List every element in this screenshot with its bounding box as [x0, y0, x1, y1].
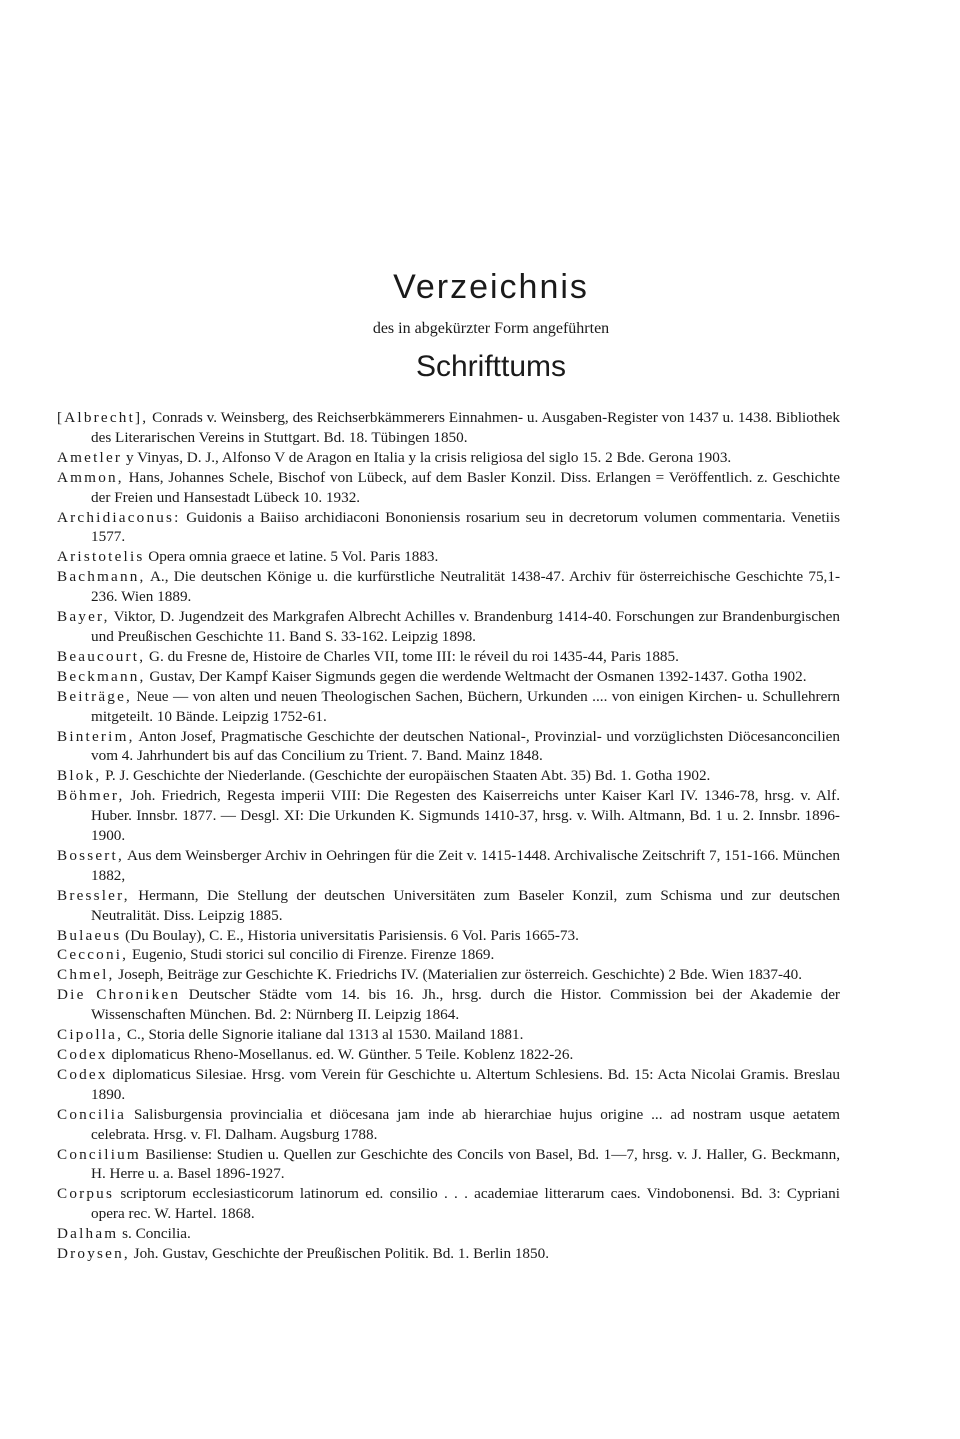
bibliography-entry: [57, 1145, 840, 1185]
entry-text: Eugenio, Studi storici sul concilio di Firenze. Firenze 1869.: [128, 946, 495, 964]
entry-text: Joseph, Beiträge zur Geschichte K. Friedrichs IV. (Materialien zur österreich. Geschichte) 2 Bde. Wien 1837-40.: [114, 966, 803, 984]
entry-author: Ametler: [57, 448, 123, 466]
entry-text: P. J. Geschichte der Niederlande. (Geschichte der europäischen Staaten Abt. 35) Bd. 1. Gotha 1902.: [101, 767, 711, 785]
bibliography-entry: [57, 607, 840, 647]
bibliography-entry: [57, 1105, 840, 1145]
bibliography-entry: [57, 1065, 840, 1105]
bibliography-entry: [57, 926, 840, 946]
bibliography-entry: [57, 687, 840, 727]
bibliography-entry: [57, 408, 840, 448]
entry-text: Aus dem Weinsberger Archiv in Oehringen für die Zeit v. 1415-1448. Archivalische Zeitschrift 7, 151-166. München 1882,: [91, 846, 840, 884]
bibliography-entry: [57, 547, 840, 567]
entry-author: Chmel,: [57, 966, 115, 984]
entry-author: Beaucourt,: [57, 647, 146, 665]
entry-text: Viktor, D. Jugendzeit des Markgrafen Albrecht Achilles v. Brandenburg 1414-40. Forschungen zur Brandenburgischen und Preußischen Geschichte 11. Band S. 33-162. Leipzig 1898.: [91, 608, 840, 645]
entry-text: Joh. Friedrich, Regesta imperii VIII: Die Regesten des Kaiserreichs unter Kaiser Karl IV. 1346-78, hrsg. v. Alf. Huber. Innsbr. 1877. — Desgl. XI: Die Urkunden K. Sigmunds 1410-37, hrsg. v. Wilh. Altmann, Bd. 1 u. 2. Innsbr. 1896-1900.: [91, 787, 840, 845]
bibliography-entry: [57, 667, 840, 687]
entry-author: Dalham: [57, 1225, 119, 1243]
entry-text: Joh. Gustav, Geschichte der Preußischen Politik. Bd. 1. Berlin 1850.: [129, 1245, 550, 1263]
bibliography-entry: [57, 567, 840, 607]
entry-text: diplomaticus Silesiae. Hrsg. vom Verein für Geschichte u. Altertum Schlesiens. Bd. 15: Acta Nicolai Gramis. Breslau 1890.: [91, 1065, 840, 1103]
bibliography-entry: [57, 766, 840, 786]
bibliography-entry: [57, 846, 840, 886]
entry-text: Neue — von alten und neuen Theologischen Sachen, Büchern, Urkunden .... von einigen Kirchen- u. Schullehrern mitgeteilt. 10 Bände. Leipzig 1752-61.: [91, 687, 840, 725]
entry-text: Guidonis a Baiiso archidiaconi Bononiensis rosarium seu in decretorum volumen commentaria. Venetiis 1577.: [91, 508, 840, 546]
bibliography-entry: [57, 508, 840, 548]
entry-text: Anton Josef, Pragmatische Geschichte der deutschen National-, Provinzial- und vorzüglichsten Diöcesanconcilien vom 4. Jahrhundert bis auf das Concilium zu Trient. 7. Band. Mainz 1848.: [91, 727, 840, 765]
entry-author: Droysen,: [57, 1245, 130, 1263]
entry-text: s. Concilia.: [118, 1225, 191, 1243]
entry-author: Bossert,: [57, 846, 124, 864]
entry-text: Opera omnia graece et latine. 5 Vol. Paris 1883.: [144, 548, 439, 566]
entry-author: Ammon,: [57, 468, 124, 486]
entry-author: Bulaeus: [57, 926, 122, 944]
entry-author: Codex: [57, 1046, 108, 1063]
bibliography-entry: [57, 965, 840, 985]
entry-text: diplomaticus Rheno-Mosellanus. ed. W. Günther. 5 Teile. Koblenz 1822-26.: [107, 1046, 574, 1063]
entry-author: Bressler,: [57, 886, 130, 904]
entry-author: Aristotelis: [57, 548, 145, 566]
bibliography-entry: [57, 1224, 840, 1244]
bibliography-list: [57, 408, 840, 1264]
bibliography-entry: [57, 468, 840, 508]
entry-text: Conrads v. Weinsberg, des Reichserbkämmerers Einnahmen- u. Ausgaben-Register von 1437 u. 1438. Bibliothek des Literarischen Vereins in Stuttgart. Bd. 18. Tübingen 1850.: [91, 409, 840, 446]
entry-text: Basiliense: Studien u. Quellen zur Geschichte des Concils von Basel, Bd. 1—7, hrsg. v. J. Haller, G. Beckmann, H. Herre u. a. Basel 1896-1927.: [91, 1145, 840, 1183]
entry-text: Gustav, Der Kampf Kaiser Sigmunds gegen die werdende Weltmacht der Osmanen 1392-1437. Gotha 1902.: [145, 667, 807, 685]
entry-text: scriptorum ecclesiasticorum latinorum ed. consilio . . . academiae litterarum caes. Vindobonensi. Bd. 3: Cypriani opera rec. W. Hartel. 1868.: [91, 1185, 840, 1223]
entry-author: Corpus: [57, 1185, 115, 1203]
entry-author: Archidiaconus:: [57, 508, 181, 526]
bibliography-entry: [57, 647, 840, 667]
bibliography-entry: [57, 1244, 840, 1264]
entry-author: Codex: [57, 1065, 108, 1083]
bibliography-entry: [57, 727, 840, 767]
entry-author: Bachmann,: [57, 568, 146, 586]
entry-author: Die Chroniken: [57, 986, 181, 1004]
bibliography-entry: [57, 1184, 840, 1224]
entry-author: Böhmer,: [57, 787, 125, 805]
entry-author: Binterim,: [57, 727, 135, 745]
bibliography-entry: [57, 945, 840, 965]
entry-author: Blok,: [57, 767, 102, 785]
page-title: Verzeichnis: [393, 268, 589, 306]
entry-text: A., Die deutschen Könige u. die kurfürstliche Neutralität 1438-47. Archiv für österreichische Geschichte 75,1-236. Wien 1889.: [91, 568, 840, 606]
entry-author: Beckmann,: [57, 667, 146, 685]
entry-author: Concilia: [57, 1105, 127, 1123]
entry-author: Cipolla,: [57, 1026, 124, 1044]
entry-text: Deutscher Städte vom 14. bis 16. Jh., hrsg. durch die Histor. Commission bei der Akademie der Wissenschaften München. Bd. 2: Nürnberg II. Leipzig 1864.: [91, 986, 840, 1024]
entry-text: G. du Fresne de, Histoire de Charles VII, tome III: le réveil du roi 1435-44, Paris 1885.: [145, 647, 679, 665]
bibliography-entry: [57, 1025, 840, 1045]
page-title-secondary: Schrifttums: [415, 350, 567, 383]
bibliography-entry: [57, 985, 840, 1025]
bibliography-entry: [57, 786, 840, 846]
page-subtitle: des in abgekürzter Form angeführten: [372, 320, 610, 337]
bibliography-entry: [57, 1045, 840, 1065]
entry-text: Hans, Johannes Schele, Bischof von Lübeck, auf dem Basler Konzil. Diss. Erlangen = Veröffentlich. z. Geschichte der Freien und Hansestadt Lübeck 10. 1932.: [91, 468, 840, 506]
entry-author: [Albrecht],: [57, 409, 149, 426]
entry-text: Salisburgensia provincialia et diöcesana jam inde ab hierarchiae hujus origine ... ad nostram usque aetatem celebrata. Hrsg. v. Fl. Dalham. Augsburg 1788.: [91, 1105, 840, 1143]
bibliography-entry: [57, 448, 840, 468]
bibliography-entry: [57, 886, 840, 926]
entry-text: C., Storia delle Signorie italiane dal 1313 al 1530. Mailand 1881.: [123, 1026, 524, 1044]
entry-author: Beiträge,: [57, 687, 133, 705]
entry-author: Cecconi,: [57, 946, 129, 964]
entry-text: y Vinyas, D. J., Alfonso V de Aragon en Italia y la crisis religiosa del siglo 15. 2 Bde. Gerona 1903.: [122, 448, 732, 466]
entry-author: Bayer,: [57, 608, 110, 626]
entry-author: Concilium: [57, 1145, 141, 1163]
entry-text: Hermann, Die Stellung der deutschen Universitäten zum Baseler Konzil, zum Schisma und zur deutschen Neutralität. Diss. Leipzig 1885.: [91, 886, 840, 924]
entry-text: (Du Boulay), C. E., Historia universitatis Parisiensis. 6 Vol. Paris 1665-73.: [121, 926, 579, 944]
